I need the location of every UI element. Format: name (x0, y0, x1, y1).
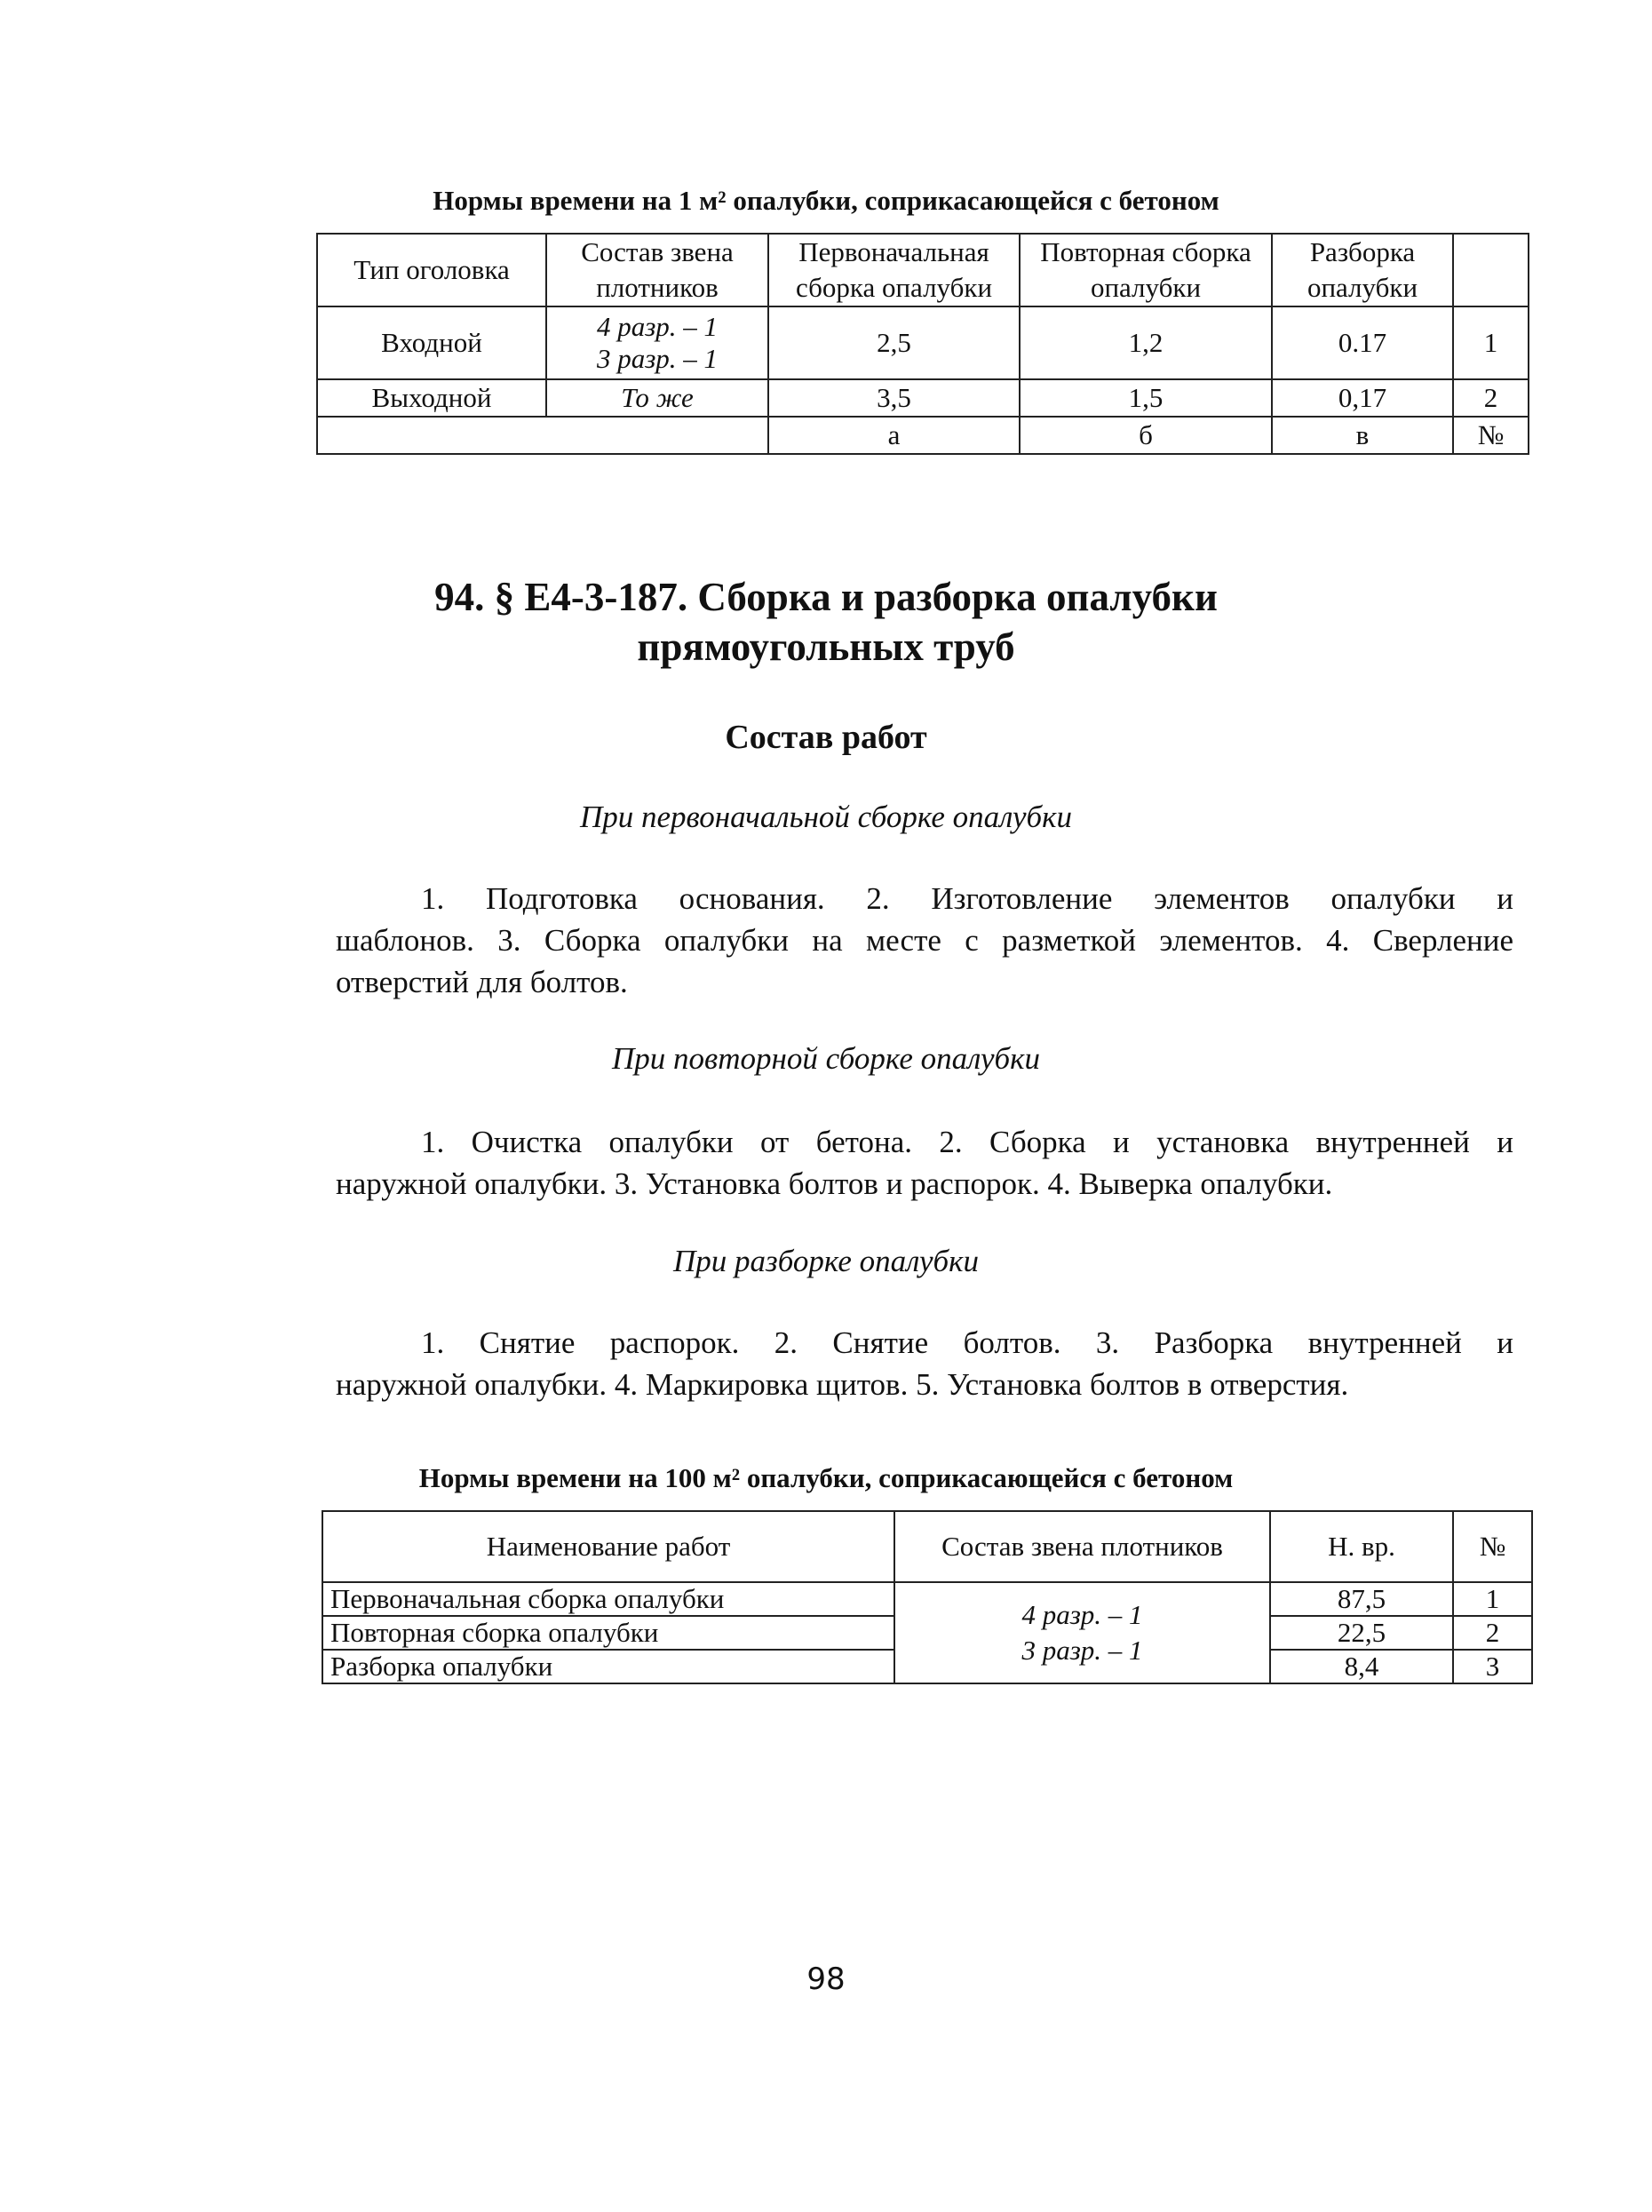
subheading-repeat-assembly: При повторной сборке опалубки (612, 1041, 1040, 1076)
header-num: № (1453, 1511, 1532, 1582)
table-row (322, 1582, 1532, 1616)
paragraph-line: шаблонов. 3. Сборка опалубки на месте с разметкой элементов. 4. Сверление (336, 923, 1513, 958)
paragraph-disassembly (336, 1322, 1513, 1405)
paragraph-initial-assembly (336, 878, 1513, 1003)
header-work-name: Наименование работ (322, 1511, 894, 1582)
cell-a: 2,5 (768, 306, 1020, 379)
header-crew: Состав звена плотников (894, 1511, 1270, 1582)
cell-type: Входной (317, 306, 546, 379)
header-type: Тип оголовка (317, 234, 546, 306)
cell-work-name: Разборка опалубки (322, 1650, 894, 1683)
cell-work-name: Повторная сборка опалубки (322, 1616, 894, 1650)
cell-num: 1 (1453, 1582, 1532, 1616)
paragraph-line: 1. Снятие распорок. 2. Снятие болтов. 3. Разборка внутренней и (421, 1325, 1513, 1360)
table1-caption: Нормы времени на 1 м² опалубки, соприкасающейся с бетоном (433, 185, 1219, 216)
table1-header-row (317, 234, 1529, 306)
footer-num: № (1453, 417, 1529, 454)
cell-crew: То же (546, 379, 768, 417)
work-composition-heading: Состав работ (725, 719, 927, 756)
footer-b: б (1020, 417, 1272, 454)
crew-line: 3 разр. – 1 (1021, 1635, 1143, 1666)
cell-a: 3,5 (768, 379, 1020, 417)
norms-table-1 (316, 233, 1529, 455)
cell-b: 1,2 (1020, 306, 1272, 379)
section-title-line1: 94. § Е4-3-187. Сборка и разборка опалубки (434, 575, 1218, 619)
crew-line: 3 разр. – 1 (596, 343, 719, 374)
cell-num: 1 (1453, 306, 1529, 379)
table2-caption: Нормы времени на 100 м² опалубки, соприкасающейся с бетоном (418, 1462, 1234, 1493)
table-row (317, 306, 1529, 379)
footer-a: а (768, 417, 1020, 454)
paragraph-line: наружной опалубки. 4. Маркировка щитов. 5. Установка болтов в отверстия. (336, 1367, 1349, 1402)
cell-crew (894, 1582, 1270, 1683)
subheading-disassembly: При разборке опалубки (673, 1244, 979, 1278)
subheading-initial-assembly: При первоначальной сборке опалубки (579, 800, 1072, 834)
cell-work-name: Первоначальная сборка опалубки (322, 1582, 894, 1616)
header-crew: Состав звена плотников (546, 234, 768, 306)
section-title (0, 572, 1652, 672)
footer-empty (317, 417, 768, 454)
table-row (317, 379, 1529, 417)
header-empty (1453, 234, 1529, 306)
paragraph-line: 1. Очистка опалубки от бетона. 2. Сборка и установка внутренней и (421, 1125, 1513, 1159)
section-title-line2: прямоугольных труб (637, 625, 1015, 669)
crew-line: 4 разр. – 1 (1021, 1599, 1143, 1630)
cell-b: 1,5 (1020, 379, 1272, 417)
norms-table-2 (322, 1510, 1533, 1684)
footer-c: в (1272, 417, 1453, 454)
header-initial-assembly: Первоначальная сборка опалубки (768, 234, 1020, 306)
header-disassembly: Разборка опалубки (1272, 234, 1453, 306)
table1-footer-row (317, 417, 1529, 454)
cell-crew (546, 306, 768, 379)
header-norm: Н. вр. (1270, 1511, 1453, 1582)
paragraph-line: наружной опалубки. 3. Установка болтов и распорок. 4. Выверка опалубки. (336, 1166, 1333, 1201)
cell-num: 2 (1453, 379, 1529, 417)
table2-header-row (322, 1511, 1532, 1582)
cell-c: 0.17 (1272, 306, 1453, 379)
cell-norm: 8,4 (1270, 1650, 1453, 1683)
cell-type: Выходной (317, 379, 546, 417)
cell-norm: 22,5 (1270, 1616, 1453, 1650)
crew-line: 4 разр. – 1 (596, 311, 719, 342)
paragraph-repeat-assembly (336, 1121, 1513, 1205)
header-repeat-assembly: Повторная сборка опалубки (1020, 234, 1272, 306)
paragraph-line: 1. Подготовка основания. 2. Изготовление элементов опалубки и (421, 881, 1513, 916)
cell-norm: 87,5 (1270, 1582, 1453, 1616)
page-number: 98 (806, 1961, 846, 1997)
paragraph-line: отверстий для болтов. (336, 965, 628, 999)
cell-num: 2 (1453, 1616, 1532, 1650)
cell-c: 0,17 (1272, 379, 1453, 417)
cell-num: 3 (1453, 1650, 1532, 1683)
